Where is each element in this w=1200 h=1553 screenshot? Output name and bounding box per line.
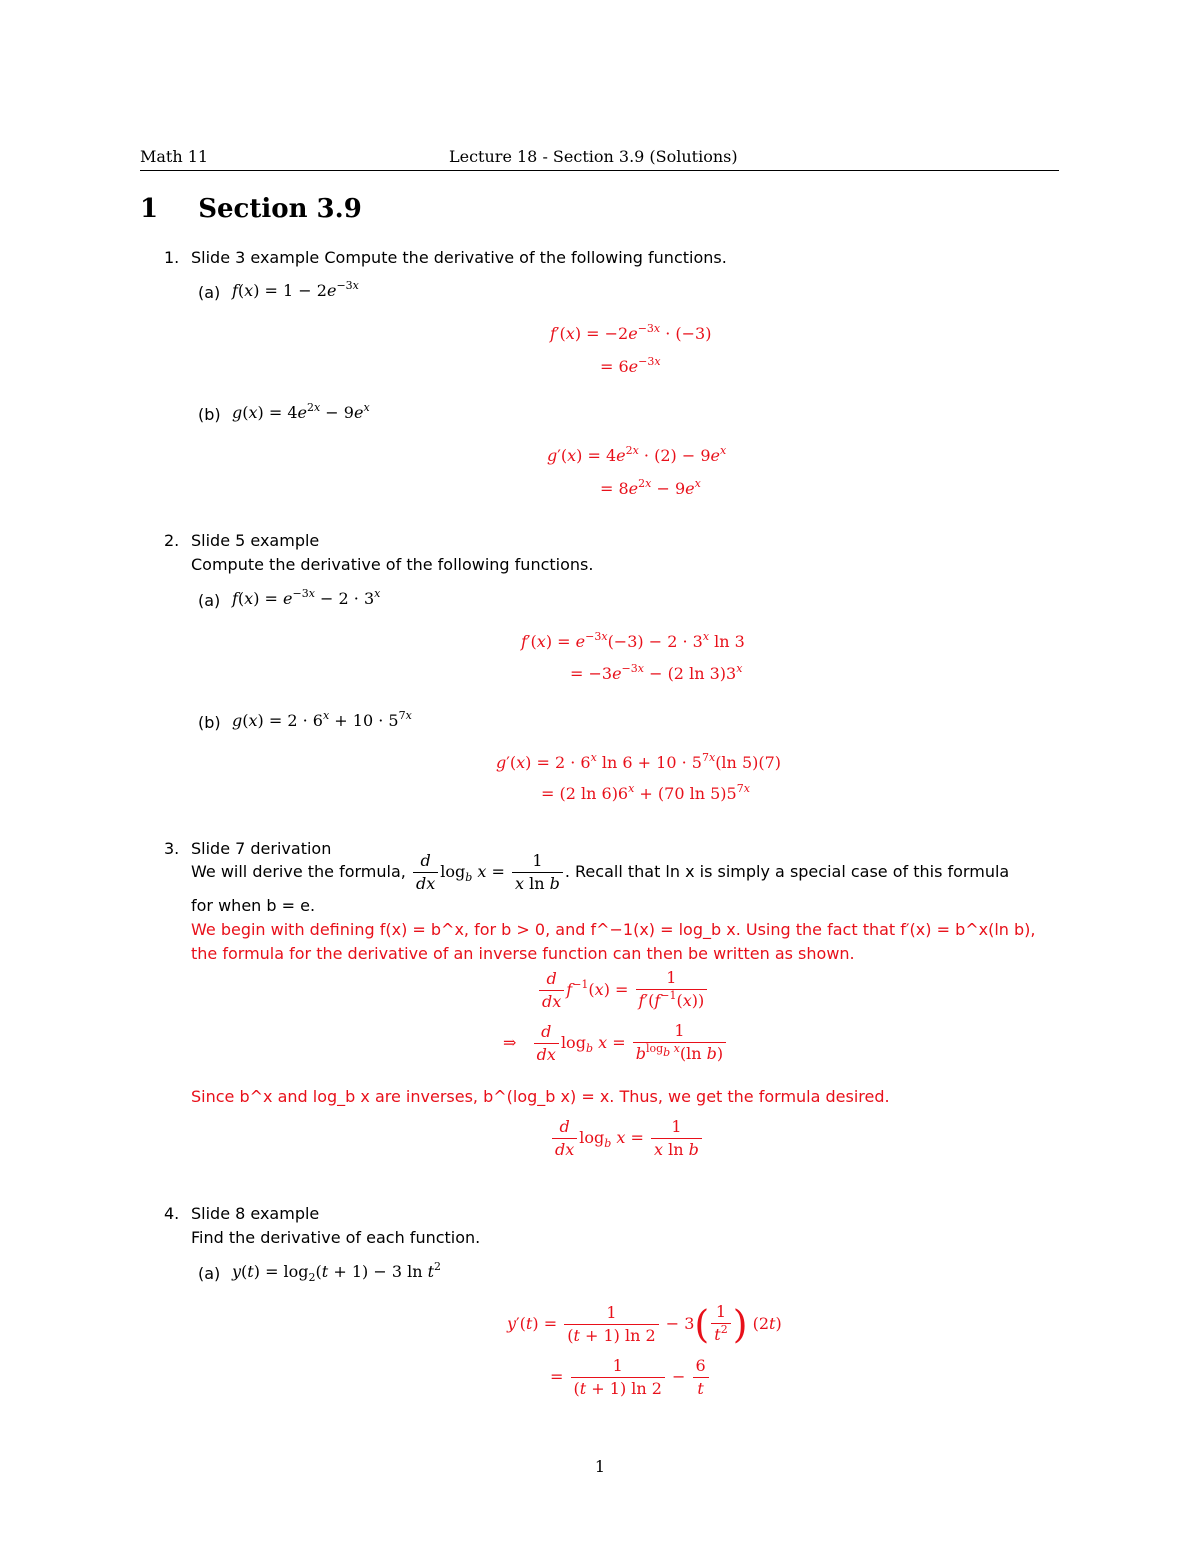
problem-2a-solution-line2: = $-3e^{-3x} - (2$ ln 3)3$^x$ [570,662,743,683]
problem-3-text-end: . Recall that ln x is simply a special case of this formula [564,862,1010,881]
header-rule [140,170,1059,171]
problem-3-final-formula: $\frac{d}{dx}$ $\log_b x$ = $\frac{1}{\text{x ln b}}$ [550,1118,704,1159]
problem-3-number: 3. [164,839,180,858]
problem-3-red-line1: We begin with defining f(x) = b^x, for b > 0, and f^−1(x) = log_b x. Using the fact that f′(x) = b^x(ln b), [191,920,1036,939]
problem-3-derivation-line2: ⇒ $\frac{d}{dx}$ $\log_b x$ = $\frac{1}{b^{log_b x}(\ln b)}$ [503,1022,728,1065]
problem-2a-label: (a) [198,591,221,610]
problem-3-title: Slide 7 derivation [191,839,332,858]
problem-2-text: Compute the derivative of the following functions. [191,555,594,574]
problem-1a-function: $f(x) = 1 - 2e^{-3x}$ [232,279,359,300]
header-title: Lecture 18 - Section 3.9 (Solutions) [449,147,738,166]
problem-1-number: 1. [164,248,180,267]
problem-1a-solution-line2: = $6e^{-3x}$ [600,355,661,376]
problem-3-inline-formula: $\frac{d}{dx}$ $\log_b x$ = $\frac{1}{\text{x ln b}}$ [411,862,565,881]
problem-2b-solution-line2: = (2 $\ln 6)6^x + (70$ $\ln 5)5^{7x}$ [541,782,750,803]
problem-4a-function: $y(t) = \log_2(t + 1) - 3$ $\ln t^2$ [232,1260,442,1284]
problem-1b-function: $g(x) = 4e^{2x} - 9e^x$ [232,401,370,422]
problem-2a-function: $f(x) = e^{-3x} - 2 \cdot 3^x$ [232,587,381,608]
problem-4a-label: (a) [198,1264,221,1283]
problem-4a-solution-line1: y′(t) = $\frac{1}{(t + 1) \ln 2}$ − 3( $\frac{1}{t^2}$ ) (2t) [507,1302,782,1347]
problem-3-red-line2: the formula for the derivative of an inverse function can then be written as shown. [191,944,855,963]
problem-4-text: Find the derivative of each function. [191,1228,481,1247]
problem-3-text-line2: for when b = e. [191,896,316,915]
problem-2a-solution-line1: $f'(x) = e^{-3x}(-3) - 2 \cdot 3^x$ ln 3 [521,630,745,651]
problem-3-derivation-line1: $\frac{d}{dx}$ $f^{-1}(x)$ = $\frac{1}{f'(f^{-1}(x))}$ [537,969,709,1012]
problem-2-title: Slide 5 example [191,531,320,550]
problem-3-text-start: We will derive the formula, [191,862,406,881]
page-number: 1 [594,1457,606,1476]
problem-1a-label: (a) [198,283,221,302]
section-title: Section 3.9 [198,194,362,224]
problem-1b-solution-line1: $g'(x) = 4e^{2x} \cdot (2) - 9e^x$ [547,444,727,465]
section-heading [140,194,362,224]
problem-3-since-line: Since b^x and log_b x are inverses, b^(log_b x) = x. Thus, we get the formula desired. [191,1087,890,1106]
problem-1-text: Slide 3 example Compute the derivative of the following functions. [191,248,727,267]
header-course: Math 11 [140,147,209,166]
problem-4-title: Slide 8 example [191,1204,320,1223]
problem-2b-solution-line1: $g'(x) = 2 \cdot 6^x$ $\ln 6 + 10 \cdot 5^{7x}(\ln$ 5)(7) [496,751,782,772]
problem-4a-solution-line2: = $\frac{1}{(t + 1) \ln 2}$ − $\frac{6}{t}$ [550,1357,711,1398]
section-number: 1 [140,194,159,224]
problem-1b-solution-line2: = $8e^{2x} - 9e^x$ [600,477,701,498]
problem-1b-label: (b) [198,405,221,424]
problem-1a-solution-line1: $f'(x) = -2e^{-3x} \cdot (-3)$ [550,322,712,343]
problem-2b-label: (b) [198,713,221,732]
problem-2b-function: $g(x) = 2 \cdot 6^x + 10 \cdot 5^{7x}$ [232,709,412,730]
problem-2-number: 2. [164,531,180,550]
problem-3-formula-sentence [191,852,1009,893]
problem-4-number: 4. [164,1204,180,1223]
